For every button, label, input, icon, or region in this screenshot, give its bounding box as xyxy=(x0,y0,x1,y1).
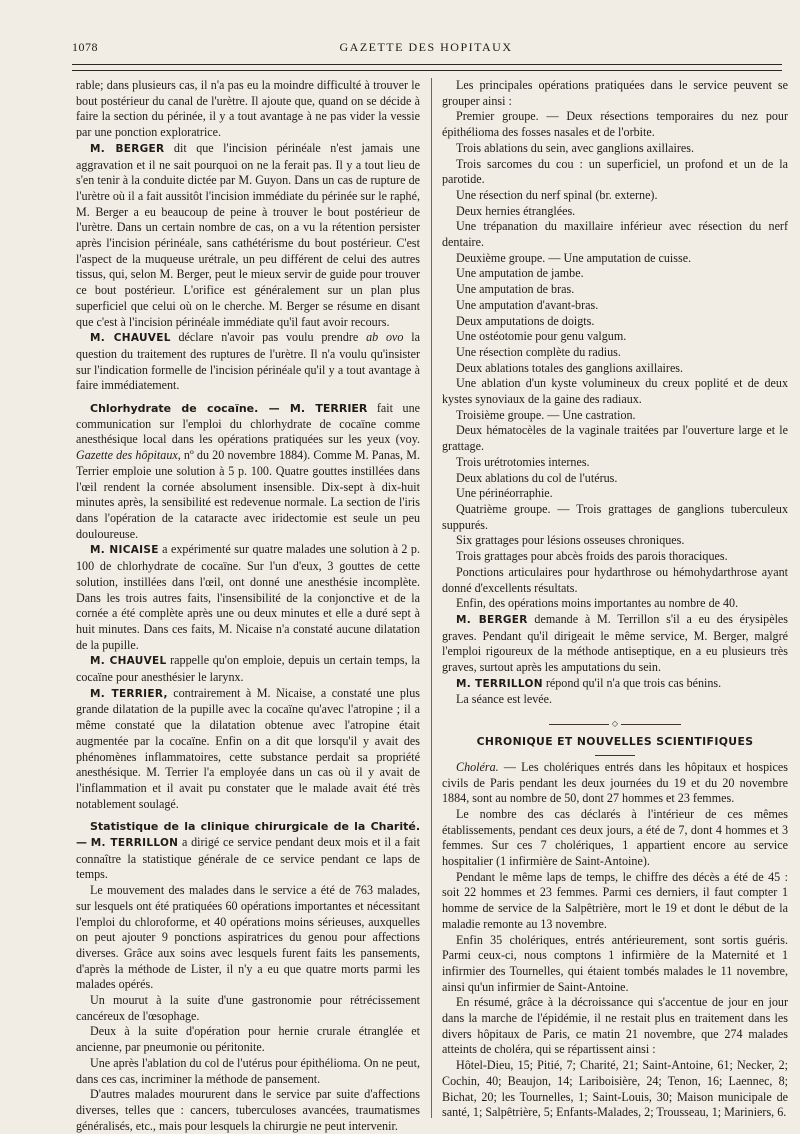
paragraph: Le mouvement des malades dans le service a été de 763 malades, sur lesquels ont été pratiquées 60 opérations importantes et nécessitant l'emploi du chloroforme, et 40 opérations moins sérieuses, auxquelles on peut ajouter 9 ponctions aspiratrices du genou pour affections diverses. Grâce aux soins avec lesquels furent faits les pansements, d'après la méthode de Lister, il n'y a eu que quatre morts parmi les malades opérés. xyxy=(76,883,420,992)
paragraph-text: a expérimenté sur quatre malades une solution à 2 p. 100 de chlorhydrate de cocaïne. Sur l'un d'eux, 3 gouttes de cette solution, instillées dans l'œil, ont donné une anesthésie incomplète. Dans les trois autres faits, l'insensibilité de la conjonctive et de la cornée a été complète après une ou deux minutes et elle a duré sept à huit minutes. Dans ces faits, M. Nicaise n'a constaté aucune dilatation de la pupille. xyxy=(76,542,420,652)
paragraph: Un mourut à la suite d'une gastronomie pour rétrécissement cancéreux de l'œsophage. xyxy=(76,993,420,1023)
paragraph: Deux ablations du col de l'utérus. xyxy=(456,470,618,485)
speaker-name: M. BERGER xyxy=(90,142,165,155)
ornamental-divider: ◇ xyxy=(442,716,788,724)
paragraph-text: rappelle qu'on emploie, depuis un certain temps, la cocaïne pour anesthésier le larynx. xyxy=(76,653,421,685)
paragraph-text: contrairement à M. Nicaise, a constaté une plus grande dilatation de la pupille avec la cocaïne qu'avec l'atropine ; il a même constaté que la dilatation obtenue avec l'atropine était augmentée par la cocaïne. Enfin on a dit que lorsqu'il y avait des phénomènes inflammatoires, cette substance perdait sa propriété anesthésique. M. Terrier l'a employée dans un cas où il y avait de l'inflammation et il avait pu constater que le malade avait été très notablement soulagé. xyxy=(76,685,420,811)
paragraph-text: — Les cholériques entrés dans les hôpitaux et hospices civils de Paris pendant les deux journées du 19 et du 20 novembre 1884, sont au nombre de 50, dont 27 hommes et 23 femmes. xyxy=(442,759,788,806)
paragraph: Le nombre des cas déclarés à l'intérieur de ces mêmes établissements, pendant ces deux jours, a été de 7, dont 4 hommes et 3 femmes. Sur ces 7 cholériques, 1 appartient encore au service hospitalier (1 infirmière de Saint-Antoine). xyxy=(442,806,788,869)
paragraph: Une ablation d'un kyste volumineux du creux poplité et de deux kystes synoviaux de la gaine des radiaux. xyxy=(442,376,788,407)
paragraph: Deux à la suite d'opération pour hernie crurale étranglée et ancienne, par pneumonie ou péritonite. xyxy=(76,1024,420,1055)
right-column xyxy=(442,78,788,1121)
left-column xyxy=(76,78,420,1134)
paragraph: Une après l'ablation du col de l'utérus pour épithélioma. On ne peut, dans ces cas, incriminer la méthode de pansement. xyxy=(76,1055,420,1086)
speaker-name: M. TERRILLON xyxy=(90,837,179,850)
paragraph: Une amputation d'avant-bras. xyxy=(456,297,599,312)
paragraph: Premier groupe. — Deux résections temporaires du nez pour épithélioma des fosses nasales et de l'orbite. xyxy=(442,109,788,140)
speaker-name: M. CHAUVEL xyxy=(90,655,167,668)
section-heading: Chlorhydrate de cocaïne. — M. TERRIER xyxy=(90,402,368,416)
paragraph-text: dit que l'incision périnéale n'est jamais une aggravation et il ne sait pourquoi on ne la ferait pas. Il y a tout lieu de s'en tenir à la conduite dictée par M. Guyon. Dans un cas de rupture de l'urètre où il a fait aussitôt l'incision immédiate du périnée sur le raphé, M. Berger a eu beaucoup de peine à trouver le bout postérieur de l'urètre. Dans un certain nombre de cas, on a vu la rétention persister après l'incision périnéale, sans cathétérisme du bout postérieur. C'est l'aspect de la muqueuse urétrale, un peu différent de celui des autres tissus, qui, selon M. Berger, peut le mieux servir de guide pour trouver ce bout postérieur. L'orifice est généralement sur un plan plus superficiel que celui où on le cherche. M. Berger se résume en disant que c'est à l'incision périnéale immédiate qu'il faut avoir recours. xyxy=(76,140,421,329)
paragraph: Deux hernies étranglées. xyxy=(456,203,576,218)
paragraph: Deuxième groupe. — Une amputation de cuisse. xyxy=(456,250,692,265)
page-number: 1078 xyxy=(72,40,98,54)
paragraph: Troisième groupe. — Une castration. xyxy=(456,407,636,422)
paragraph: Deux amputations de doigts. xyxy=(456,313,595,328)
paragraph: La séance est levée. xyxy=(456,692,553,707)
paragraph: Une résection du nerf spinal (br. externe). xyxy=(456,187,658,202)
speaker-name: M. TERRILLON xyxy=(456,677,543,690)
paragraph xyxy=(442,612,788,676)
paragraph: Enfin 35 cholériques, entrés antérieurement, sont sortis guéris. Parmi ceux-ci, nous comptons 1 infirmière de la Maternité et 1 infirmier des Tournelles, qui étaient tombés malades le 11 novembre, ainsi qu'un infirmier de Saint-Antoine. xyxy=(442,932,788,994)
speaker-name: M. NICAISE xyxy=(90,544,159,557)
paragraph-text: la question du traitement des ruptures de l'urètre. Il n'a voulu qu'insister sur l'indication formelle de l'incision périnéale qu'il y a tout avantage à faire immédiatement. xyxy=(76,330,420,393)
paragraph xyxy=(442,676,788,693)
paragraph xyxy=(76,819,420,883)
paragraph-text: déclare n'avoir pas voulu prendre xyxy=(170,330,367,345)
paragraph: Les principales opérations pratiquées dans le service peuvent se grouper ainsi : xyxy=(442,78,788,108)
speaker-name: M. BERGER xyxy=(456,613,528,626)
paragraph: rable; dans plusieurs cas, il n'a pas eu la moindre difficulté à trouver le bout postérieur du canal de l'urètre. Il ajoute que, quand on se décide à faire la section du périnée, il y a tout avantage à ne pas vider la vessie par une ponction exploratrice. xyxy=(76,78,420,140)
paragraph-text: fait une communication sur l'emploi du chlorhydrate de cocaïne comme anesthésique local dans les opérations pratiquées sur les yeux (voy. xyxy=(76,401,420,447)
paragraph xyxy=(76,401,420,542)
paragraph: Une ostéotomie pour genu valgum. xyxy=(456,329,627,344)
italic-text: ab ovo xyxy=(366,330,404,345)
paragraph: Trois urétrotomies internes. xyxy=(456,454,590,469)
speaker-name: M. CHAUVEL xyxy=(90,332,171,345)
header-rule-bottom xyxy=(72,70,782,71)
paragraph: Une périnéorraphie. xyxy=(456,486,553,501)
column-divider xyxy=(431,78,432,1118)
paragraph xyxy=(76,141,420,330)
paragraph-text: répond qu'il n'a que trois cas bénins. xyxy=(542,675,722,690)
paragraph: Hôtel-Dieu, 15; Pitié, 7; Charité, 21; Saint-Antoine, 61; Necker, 2; Cochin, 40; Beaujon, 14; Lariboisière, 24; Tenon, 16; Laennec, 8; Bichat, 20; les Tournelles, 1; Saint-Louis, 30; Maison municipale de santé, 1; Salpêtrière, 5; Enfants-Malades, 2; Trousseau, 1; Mariniers, 6. xyxy=(442,1058,788,1120)
paragraph-text: , nº du 20 novembre 1884). Comme M. Panas, M. Terrier emploie une solution à 5 p. 100. Quatre gouttes instillées dans l'œil rendent la cornée absolument insensible. Dix-sept à dix-huit minutes après, la sensibilité est redevenue normale. La section de l'iris dans l'opération de la cataracte avec iridectomie est seule un peu douloureuse. xyxy=(76,448,420,541)
section-title: CHRONIQUE ET NOUVELLES SCIENTIFIQUES xyxy=(476,735,754,749)
paragraph: Ponctions articulaires pour hydarthrose ou hémohydarthrose ayant donné d'excellents résultats. xyxy=(442,564,788,595)
journal-title: GAZETTE DES HOPITAUX xyxy=(339,40,513,54)
paragraph: Trois ablations du sein, avec ganglions axillaires. xyxy=(456,140,695,155)
paragraph xyxy=(76,653,420,685)
paragraph-text: demande à M. Terrillon s'il a eu des érysipèles graves. Pendant qu'il dirigeait le même service, M. Berger, malgré l'emploi rigoureux de la méthode antiseptique, en a eu plusieurs très graves, surtout après les amputations du sein. xyxy=(442,611,789,675)
paragraph: Une résection complète du radius. xyxy=(456,344,621,359)
header-rule-top xyxy=(72,64,782,65)
paragraph: Enfin, des opérations moins importantes au nombre de 40. xyxy=(456,596,739,611)
paragraph xyxy=(442,760,788,807)
paragraph: Deux ablations totales des ganglions axillaires. xyxy=(456,360,684,375)
speaker-name: M. TERRIER, xyxy=(90,687,168,700)
paragraph: Quatrième groupe. — Trois grattages de ganglions tuberculeux suppurés. xyxy=(442,501,788,532)
paragraph xyxy=(76,542,420,653)
paragraph: Une trépanation du maxillaire inférieur avec résection du nerf dentaire. xyxy=(442,219,788,250)
section-heading: Statistique de la clinique chirurgicale de la Charité. — xyxy=(76,820,420,850)
paragraph: Deux hématocèles de la vaginale traitées par l'ouverture large et le grattage. xyxy=(442,423,788,454)
paragraph: Une amputation de bras. xyxy=(456,282,575,297)
short-rule xyxy=(595,755,635,756)
paragraph: D'autres malades moururent dans le service par suite d'affections diverses, telles que : cancers, tuberculoses avancées, traumatismes généralisés, etc., mais pour lesquels la chirurgie ne peut intervenir. xyxy=(76,1087,420,1133)
italic-text: Choléra. xyxy=(456,759,499,774)
paragraph: Trois grattages pour abcès froids des parois thoraciques. xyxy=(456,549,728,564)
paragraph xyxy=(76,686,420,813)
paragraph-text: a dirigé ce service pendant deux mois et il a fait connaître la statistique générale de ce service pendant ce laps de temps. xyxy=(76,835,421,882)
paragraph: Une amputation de jambe. xyxy=(456,266,584,281)
paragraph: Trois sarcomes du cou : un superficiel, un profond et un de la parotide. xyxy=(442,156,788,187)
paragraph xyxy=(76,330,420,394)
paragraph: Six grattages pour lésions osseuses chroniques. xyxy=(456,533,685,548)
paragraph: Pendant le même laps de temps, le chiffre des décès a été de 45 : soit 22 hommes et 23 femmes. Parmi ces derniers, il faut compter 1 homme de service de la Salpêtrière, mort le 19 et dont le début de la maladie remonte au 13 novembre. xyxy=(442,869,788,931)
italic-text: Gazette des hôpitaux xyxy=(76,448,178,463)
page-header xyxy=(72,40,780,64)
paragraph: En résumé, grâce à la décroissance qui s'accentue de jour en jour dans la marche de l'épidémie, il ne restait plus en traitement dans les divers hôpitaux de Paris, ce matin 21 novembre, que 274 malades atteints de choléra, qui se répartissent ainsi : xyxy=(442,995,788,1057)
